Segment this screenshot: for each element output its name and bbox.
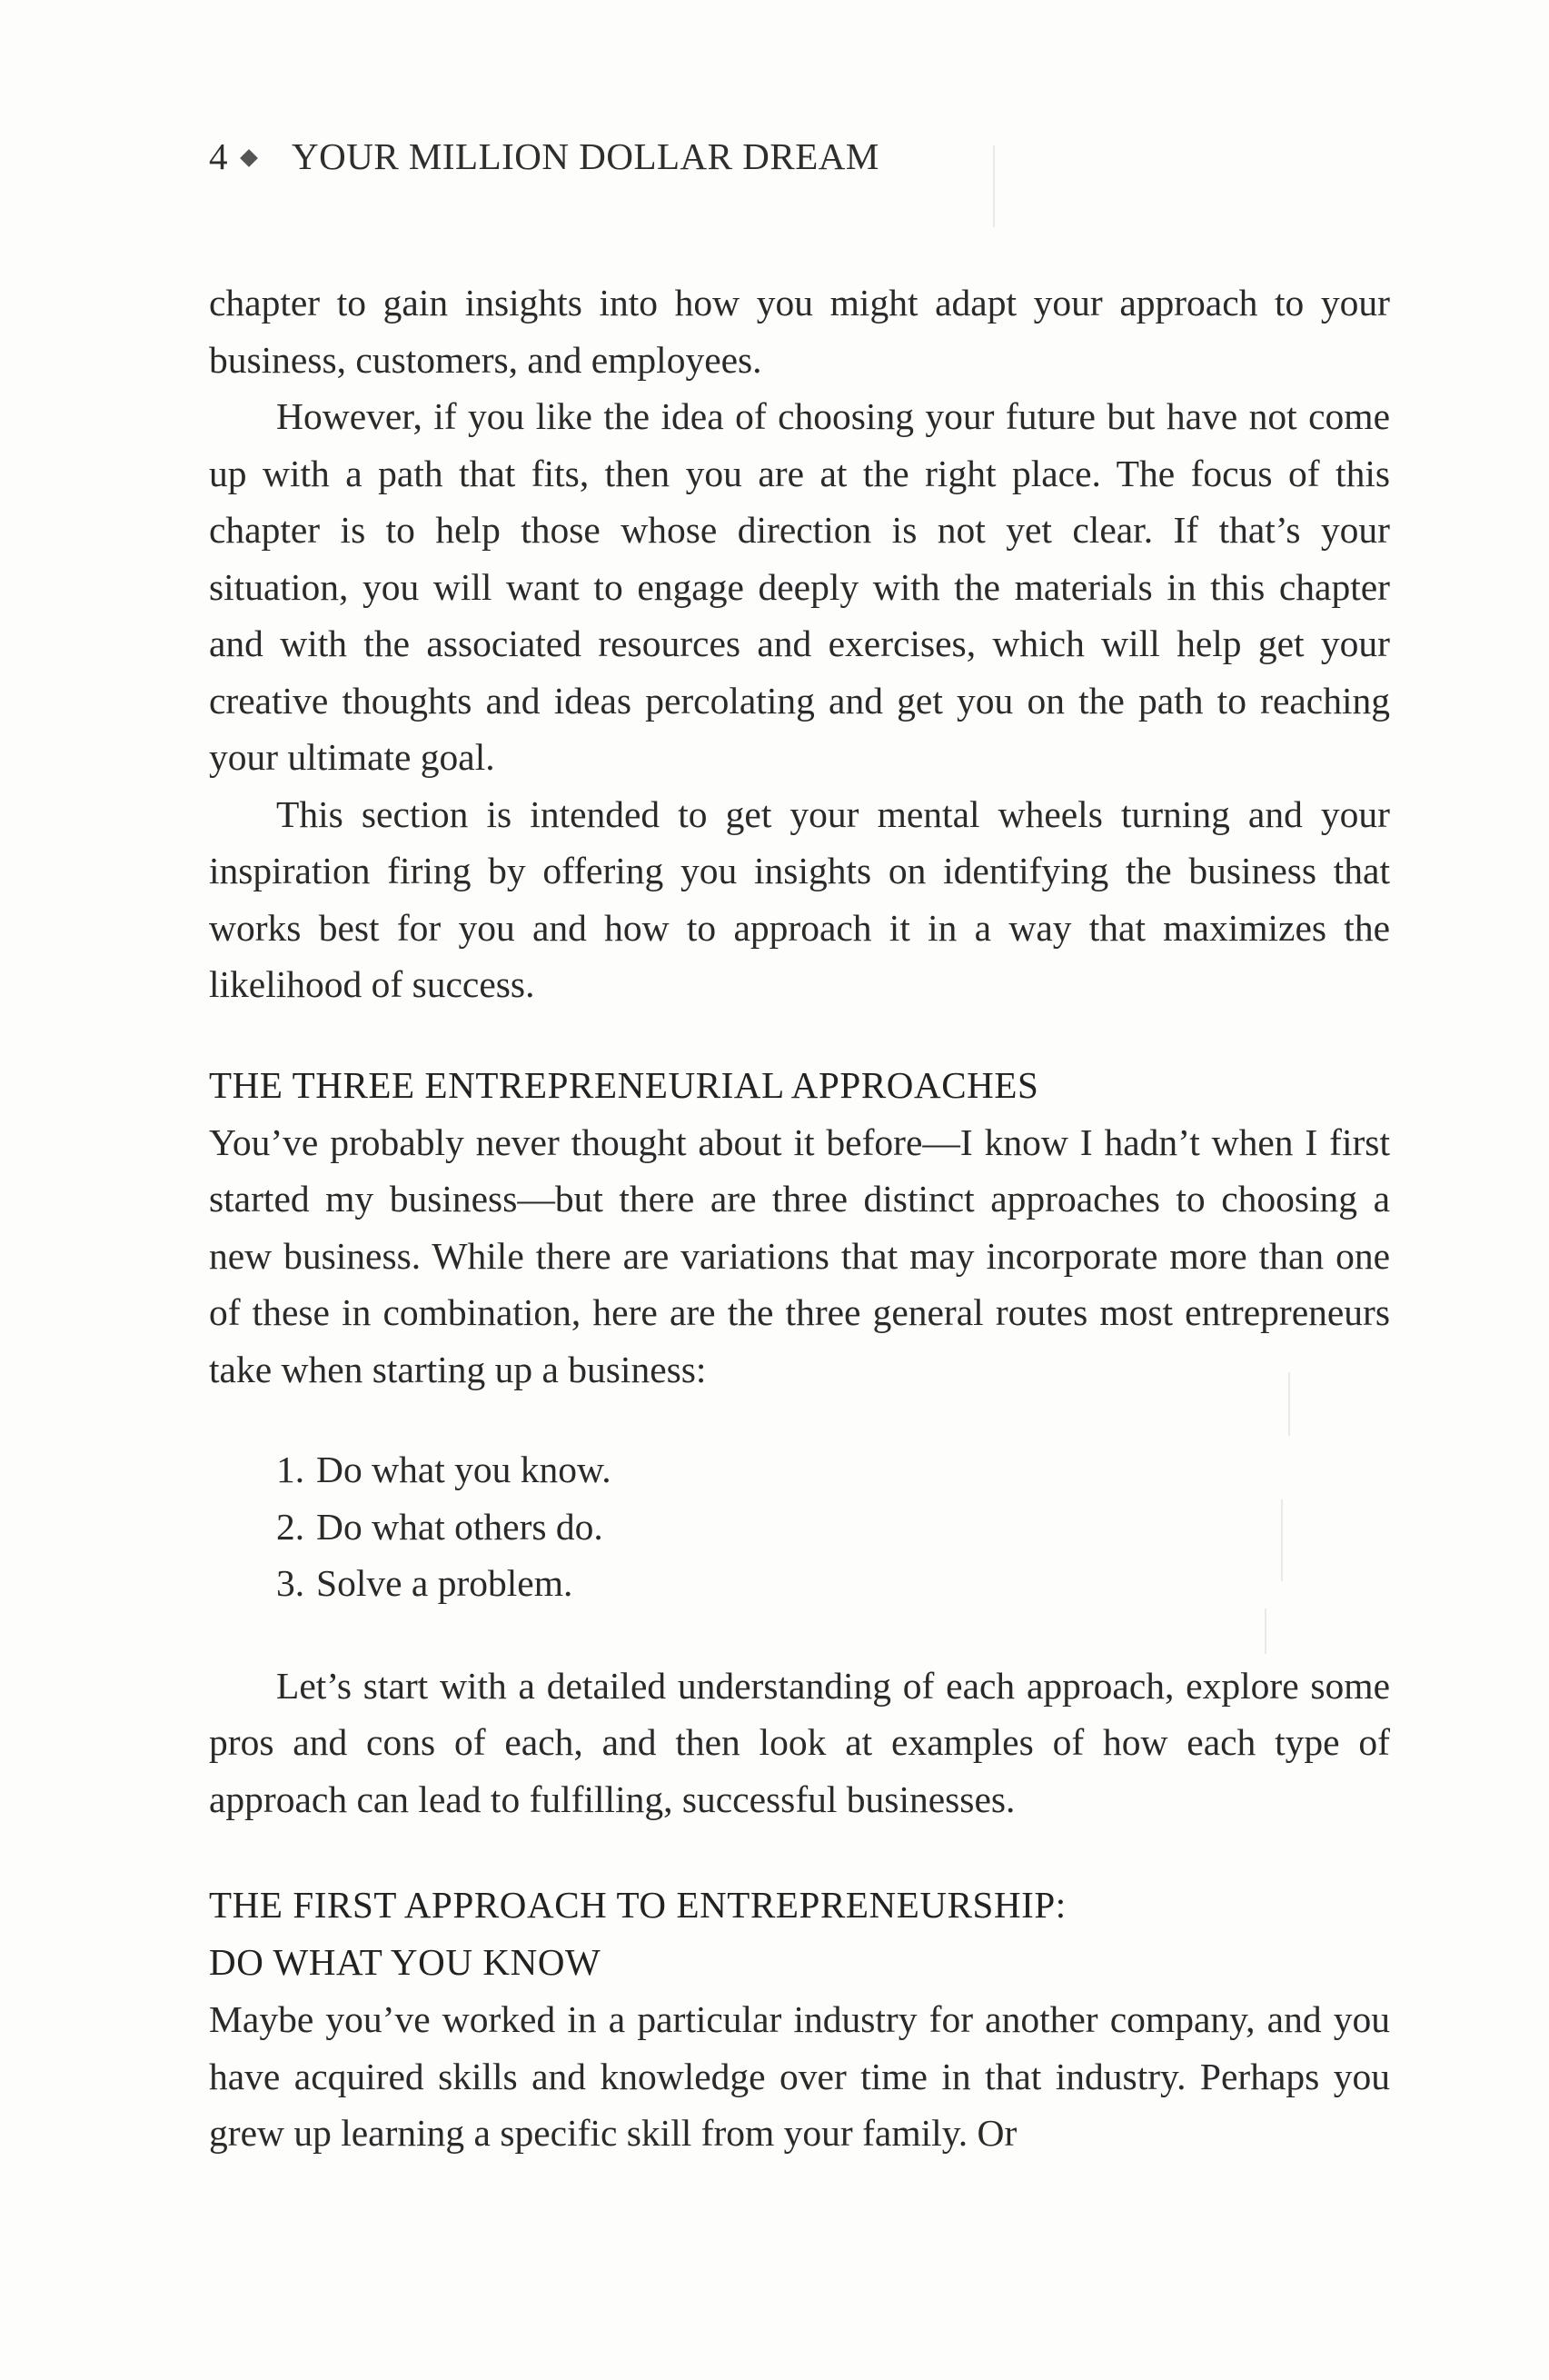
book-title: YOUR MILLION DOLLAR DREAM [292, 135, 879, 177]
paragraph-continued: chapter to gain insights into how you might adapt your approach to your business, customers, and employees. [209, 282, 1390, 381]
list-item-text: Solve a problem. [316, 1562, 573, 1604]
section-heading-line-1: THE FIRST APPROACH TO ENTREPRENEURSHIP: [209, 1884, 1067, 1926]
list-item [276, 1441, 1390, 1499]
list-item [276, 1555, 1390, 1612]
running-head [209, 134, 879, 178]
section-heading-line-2: DO WHAT YOU KNOW [209, 1941, 601, 1983]
list-item-number: 1. [276, 1449, 305, 1490]
paragraph-maybe: Maybe you’ve worked in a particular industry for another company, and you have acquired skills and knowledge over time in that industry. Perhaps you grew up learning a specific skill from your family. Or [209, 1998, 1390, 2154]
section-heading-three-approaches: THE THREE ENTREPRENEURIAL APPROACHES [209, 1063, 1039, 1106]
list-item-text: Do what you know. [316, 1449, 611, 1490]
diamond-ornament-icon [240, 149, 258, 167]
section-heading-first-approach [209, 1877, 1390, 1991]
list-item-number: 3. [276, 1562, 305, 1604]
page-number: 4 [209, 135, 228, 177]
scan-artifact-mark [993, 145, 995, 227]
paragraph-youve-probably: You’ve probably never thought about it before—I know I hadn’t when I first started my business—but there are three distinct approaches to choosing a new business. While there are variations that may incorporate more than one of these in combination, here are the three general routes most entrepreneurs take when starting up a business: [209, 1120, 1390, 1390]
scan-artifact-mark [1281, 1499, 1283, 1581]
scan-artifact-mark [1288, 1372, 1290, 1436]
scan-artifact-mark [1265, 1608, 1266, 1654]
list-item-number: 2. [276, 1505, 305, 1548]
body-text [209, 274, 1390, 2162]
list-item [276, 1499, 1390, 1556]
paragraph-lets-start: Let’s start with a detailed understanding of each approach, explore some pros and cons of each, and then look at examples of how each type of approach can lead to fulfilling, successful businesses. [209, 1664, 1390, 1820]
list-item-text: Do what others do. [316, 1505, 603, 1548]
paragraph-however: However, if you like the idea of choosing your future but have not come up with a path that fits, then you are at the right place. The focus of this chapter is to help those whose direction is not yet clear. If that’s your situation, you will want to engage deeply with the materials in this chapter and with the associated resources and exercises, which will help get your creative thoughts and ideas percolating and get you on the path to reaching your ultimate goal. [209, 395, 1390, 778]
approaches-list [276, 1441, 1390, 1612]
paragraph-this-section: This section is intended to get your mental wheels turning and your inspiration firing by offering you insights on identifying the business that works best for you and how to approach it in a way that maximizes the likelihood of success. [209, 792, 1390, 1005]
